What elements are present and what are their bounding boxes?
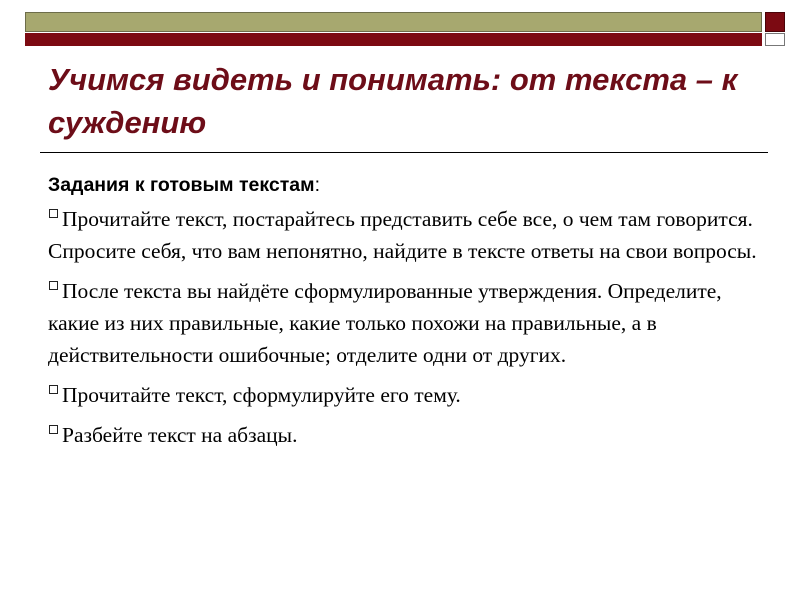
tasks-heading-colon: : bbox=[314, 174, 320, 196]
task-item bbox=[48, 275, 760, 371]
header-maroon-bar bbox=[25, 33, 762, 46]
hollow-square-bullet-icon bbox=[49, 281, 58, 290]
title-divider bbox=[40, 152, 768, 153]
task-item bbox=[48, 379, 760, 411]
slide-title: Учимся видеть и понимать: от текста – к суждению bbox=[48, 62, 738, 140]
header-maroon-square bbox=[765, 12, 785, 32]
tasks-heading-text: Задания к готовым текстам bbox=[48, 174, 315, 196]
tasks-heading bbox=[48, 168, 760, 200]
task-text: Разбейте текст на абзацы. bbox=[62, 423, 298, 447]
slide-body bbox=[48, 168, 760, 459]
hollow-square-bullet-icon bbox=[49, 385, 58, 394]
task-item bbox=[48, 419, 760, 451]
hollow-square-bullet-icon bbox=[49, 425, 58, 434]
header-olive-bar bbox=[25, 12, 762, 32]
task-text: После текста вы найдёте сформулированные утверждения. Определите, какие из них правильные, какие только похожи на правильные, а в действительности ошибочные; отделите одни от других. bbox=[48, 279, 722, 367]
task-item bbox=[48, 203, 760, 267]
header-white-square bbox=[765, 33, 785, 46]
hollow-square-bullet-icon bbox=[49, 209, 58, 218]
task-text: Прочитайте текст, сформулируйте его тему. bbox=[62, 383, 461, 407]
task-text: Прочитайте текст, постарайтесь представить себе все, о чем там говорится. Спросите себя, что вам непонятно, найдите в тексте ответы на свои вопросы. bbox=[48, 207, 757, 263]
